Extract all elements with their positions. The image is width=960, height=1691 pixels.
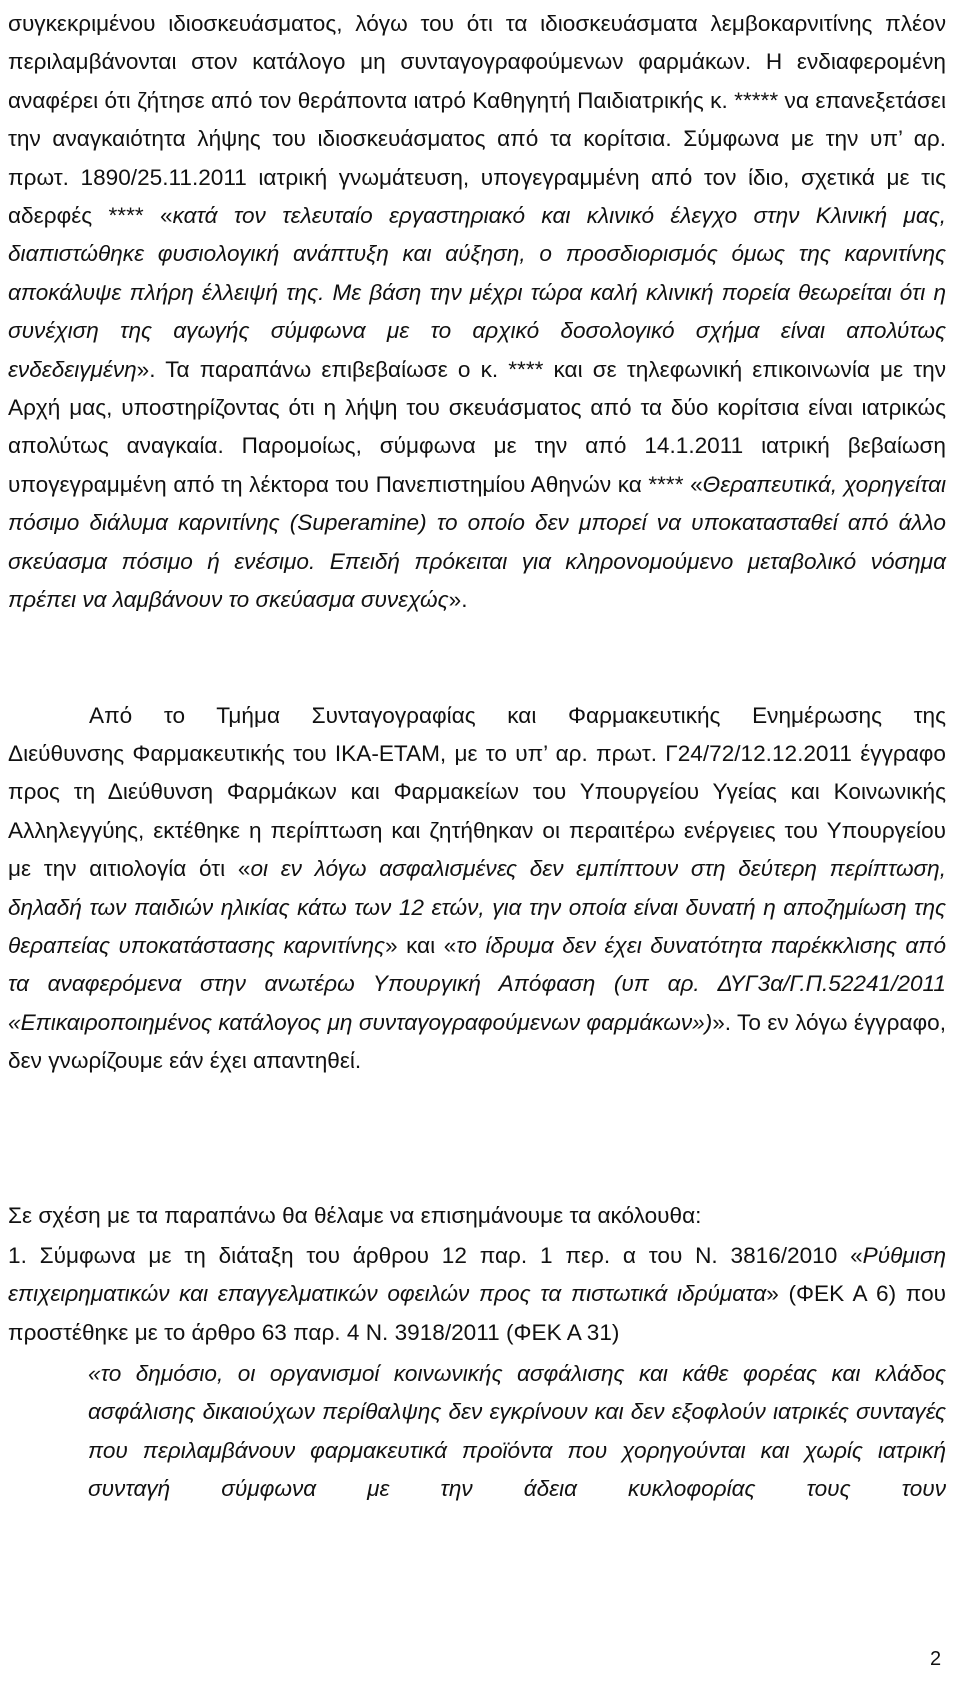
page-number: 2 <box>930 1648 942 1670</box>
quoted-justification: το ίδρυμα δεν έχει δυνατότητα παρέκκλισης από τα αναφερόμενα στην ανωτέρω Υπουργική Απόφαση (υπ αρ. ΔΥΓ3α/Γ.Π.52241/2011 «Επικαιροποιημένος κατάλογος μη συνταγογραφούμενων φαρμάκων») <box>8 933 947 1035</box>
paragraph-text: 1. Σύμφωνα με τη διάταξη του άρθρου 12 παρ. 1 περ. α του Ν. 3816/2010 « <box>8 1243 863 1268</box>
quoted-justification: οι εν λόγω ασφαλισμένες δεν εμπίπτουν στη δεύτερη περίπτωση, δηλαδή των παιδιών ηλικίας κάτω των 12 ετών, για την οποία είναι δυνατή η αποζημίωση της θεραπείας υποκατάστασης καρνιτίνης <box>8 856 946 959</box>
paragraph-text: ». Τα παραπάνω επιβεβαίωσε ο κ. **** και σε τηλεφωνική επικοινωνία με την Αρχή μας, υποστηρίζοντας ότι η λήψη του σκευάσματος από τα δύο κορίτσια είναι ιατρικώς απολύτως αναγκαία. Παρομοίως, σύμφωνα με την από 14.1.2011 ιατρική βεβαίωση υπογεγραμμένη από τη λέκτορα του Πανεπιστημίου Αθηνών κα **** « <box>8 356 946 497</box>
paragraph-text: ». <box>448 587 468 613</box>
law-title: Ρύθμιση επιχειρηματικών και επαγγελματικών οφειλών προς τα πιστωτικά ιδρύματα <box>8 1243 946 1307</box>
point-one-paragraph <box>8 1237 946 1352</box>
quoted-medical-certificate: Θεραπευτικά, χορηγείται πόσιμο διάλυμα καρνιτίνης (Superamine) το οποίο δεν μπορεί να υποκατασταθεί από άλλο σκεύασμα πόσιμο ή ενέσιμο. Επειδή πρόκειται για κληρονομούμενο μεταβολικό νόσημα πρέπει να λαμβάνουν το σκεύασμα συνεχώς <box>8 471 946 613</box>
quoted-medical-opinion: κατά τον τελευταίο εργαστηριακό και κλινικό έλεγχο στην Κλινική μας, διαπιστώθηκε φυσιολογική ανάπτυξη και αύξηση, ο προσδιορισμός όμως της καρνιτίνης αποκάλυψε πλήρη έλλειψή της. Με βάση την μέχρι τώρα καλή κλινική πορεία θεωρείται ότι η συνέχιση της αγωγής σύμφωνα με το αρχικό δοσολογικό σχήμα είναι απολύτως ενδεδειγμένη <box>8 203 946 382</box>
paragraph-text: Διεύθυνσης Φαρμακευτικής του ΙΚΑ-ΕΤΑΜ, με το υπ’ αρ. πρωτ. Γ24/72/12.12.2011 έγγραφο προς τη Διεύθυνση Φαρμάκων και Φαρμακείων του Υπουργείου Υγείας και Κοινωνικής Αλληλεγγύης, εκτέθηκε η περίπτωση και ζητήθηκαν οι περαιτέρω ενέργειες του Υπουργείου με την αιτιολογία ότι « <box>8 741 946 882</box>
paragraph-text: ». Το εν λόγω έγγραφο, δεν γνωρίζουμε εάν έχει απαντηθεί. <box>8 1009 946 1074</box>
paragraph-text: » και « <box>385 933 457 959</box>
paragraph-text: » (ΦΕΚ Α 6) που προστέθηκε με το άρθρο 63 παρ. 4 Ν. 3918/2011 (ΦΕΚ Α 31) <box>8 1281 946 1345</box>
paragraph-ika-document <box>8 735 946 1081</box>
intro-line: Σε σχέση με τα παραπάνω θα θέλαμε να επισημάνουμε τα ακόλουθα: <box>8 1203 702 1228</box>
paragraph-ika-lead-line: Από το Τμήμα Συνταγογραφίας και Φαρμακευτικής Ενημέρωσης της <box>89 703 946 728</box>
paragraph-text: συγκεκριμένου ιδιοσκευάσματος, λόγω του ότι τα ιδιοσκευάσματα λεμβοκαρνιτίνης πλέον περιλαμβάνονται στον κατάλογο μη συνταγογραφούμενων φαρμάκων. Η ενδιαφερομένη αναφέρει ότι ζήτησε από τον θεράποντα ιατρό Καθηγητή Παιδιατρικής κ. ***** να επανεξετάσει την αναγκαιότητα λήψης του ιδιοσκευάσματος από τα κορίτσια. Σύμφωνα με την υπ’ αρ. πρωτ. 1890/25.11.2011 ιατρική γνωμάτευση, υπογεγραμμένη από τον ίδιο, σχετικά με τις αδερφές **** « <box>8 11 946 229</box>
paragraph-case-background <box>8 5 946 620</box>
quoted-law-provision: «το δημόσιο, οι οργανισμοί κοινωνικής ασφάλισης και κάθε φορέας και κλάδος ασφάλισης δικαιούχων περίθαλψης δεν εγκρίνουν και δεν εξοφλούν ιατρικές συνταγές που περιλαμβάνουν φαρμακευτικά προϊόντα που χορηγούνται και χωρίς ιατρική συνταγή σύμφωνα με την άδεια κυκλοφορίας τους τουν <box>88 1361 946 1502</box>
